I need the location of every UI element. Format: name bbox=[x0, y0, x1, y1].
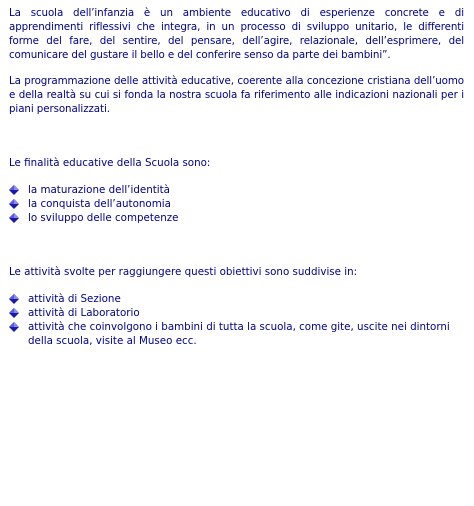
diamond-bullet-icon bbox=[9, 308, 19, 318]
list-item bbox=[9, 211, 469, 225]
finalita-heading: Le finalità educative della Scuola sono: bbox=[9, 157, 211, 169]
diamond-bullet-icon bbox=[9, 294, 19, 304]
finalita-list bbox=[9, 183, 469, 225]
diamond-bullet-icon bbox=[9, 322, 19, 332]
list-item bbox=[9, 320, 469, 348]
list-item bbox=[9, 197, 469, 211]
list-item bbox=[9, 292, 469, 306]
list-item bbox=[9, 306, 469, 320]
attivita-item-text: attività di Sezione bbox=[28, 293, 121, 305]
intro-paragraph-1: La scuola dell’infanzia è un ambiente educativo di esperienze concrete e di apprendimenti riflessivi che integra, in un processo di sviluppo unitario, le differenti forme del fare, del sentire, del pensare, dell’agire, relazionale, dell’esprimere, del comunicare del gustare il bello e del conferire senso da parte dei bambini”. bbox=[9, 7, 464, 61]
finalita-item-text: la maturazione dell’identità bbox=[28, 184, 170, 196]
attivita-item-text: attività di Laboratorio bbox=[28, 307, 140, 319]
finalita-item-text: lo sviluppo delle competenze bbox=[28, 212, 179, 224]
diamond-bullet-icon bbox=[9, 213, 19, 223]
diamond-bullet-icon bbox=[9, 199, 19, 209]
finalita-item-text: la conquista dell’autonomia bbox=[28, 198, 171, 210]
intro-paragraph-2: La programmazione delle attività educative, coerente alla concezione cristiana dell’uomo e della realtà su cui si fonda la nostra scuola fa riferimento alle indicazioni nazionali per i piani personalizzati. bbox=[9, 75, 464, 115]
attivita-item-text: attività che coinvolgono i bambini di tutta la scuola, come gite, uscite nei dintorni della scuola, visite al Museo ecc. bbox=[28, 321, 450, 347]
diamond-bullet-icon bbox=[9, 185, 19, 195]
attivita-heading: Le attività svolte per raggiungere questi obiettivi sono suddivise in: bbox=[9, 266, 358, 278]
list-item bbox=[9, 183, 469, 197]
attivita-list bbox=[9, 292, 469, 348]
